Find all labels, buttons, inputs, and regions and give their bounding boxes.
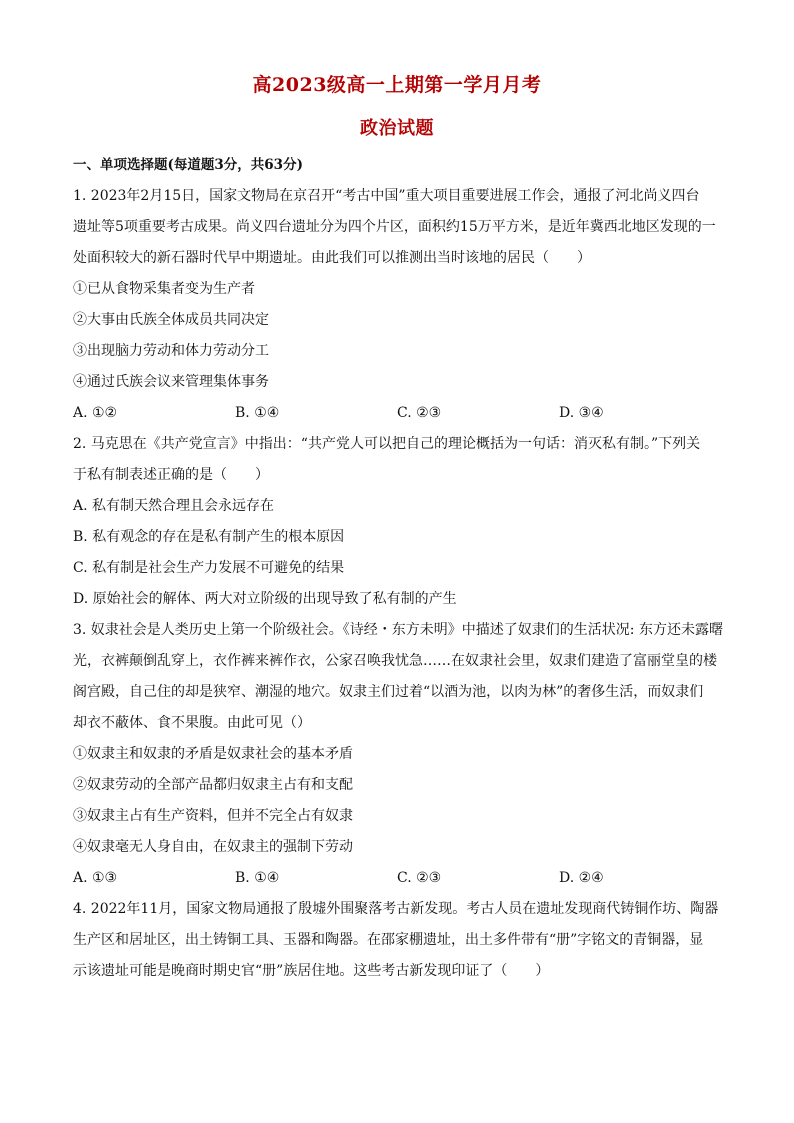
question-4 [73, 894, 725, 987]
question-3-statement-1: ①奴隶主和奴隶的矛盾是奴隶社会的基本矛盾 [73, 746, 353, 762]
question-3-choice-a: A. ①③ [73, 870, 118, 886]
question-1-stem-line-2: 遗址等5项重要考古成果。尚义四台遗址分为四个片区，面积约15万平方米，是近年冀西北地区发现的一 [73, 219, 716, 235]
exam-subtitle: 政治试题 [360, 118, 434, 139]
question-3-choices [73, 863, 725, 894]
question-1-choices [73, 398, 725, 429]
section-heading: 一、单项选择题(每道题3分，共63分) [73, 157, 303, 173]
question-1-choice-a: A. ①② [73, 405, 118, 421]
question-3-choice-c: C. ②③ [397, 870, 442, 886]
exam-content [73, 150, 725, 987]
question-2-option-c: C. 私有制是社会生产力发展不可避免的结果 [73, 560, 345, 576]
question-1 [73, 181, 725, 429]
question-3-choice-b: B. ①④ [235, 870, 280, 886]
question-1-statement-3: ③出现脑力劳动和体力劳动分工 [73, 343, 269, 359]
question-1-statement-4: ④通过氏族会议来管理集体事务 [73, 374, 269, 390]
question-3-statement-2: ②奴隶劳动的全部产品都归奴隶主占有和支配 [73, 777, 353, 793]
question-1-statement-2: ②大事由氏族全体成员共同决定 [73, 312, 269, 328]
question-1-stem-line-1: 1. 2023年2月15日，国家文物局在京召开“考古中国”重大项目重要进展工作会，通报了河北尚义四台 [73, 188, 700, 204]
question-1-choice-c: C. ②③ [397, 405, 442, 421]
question-2-stem-line-1: 2. 马克思在《共产党宣言》中指出：“共产党人可以把自己的理论概括为一句话：消灭私有制。”下列关 [73, 436, 701, 452]
question-1-stem-line-3: 处面积较大的新石器时代早中期遗址。由此我们可以推测出当时该地的居民（ ） [73, 250, 591, 266]
question-3-stem-line-1: 3. 奴隶社会是人类历史上第一个阶级社会。《诗经・东方未明》中描述了奴隶们的生活状况: 东方还未露曙 [73, 622, 723, 638]
question-2 [73, 429, 725, 615]
question-1-statement-1: ①已从食物采集者变为生产者 [73, 281, 255, 297]
question-3-stem-line-4: 却衣不蔽体、食不果腹。由此可见（） [73, 715, 311, 731]
exam-title: 高2023级高一上期第一学月月考 [252, 74, 542, 96]
question-3-stem-line-3: 阁宫殿，自己住的却是狭窄、潮湿的地穴。奴隶主们过着“以酒为池，以肉为林”的奢侈生活，而奴隶们 [73, 684, 704, 700]
question-3-choice-d: D. ②④ [559, 870, 604, 886]
question-1-choice-d: D. ③④ [559, 405, 604, 421]
question-4-stem-line-3: 示该遗址可能是晚商时期史官“册”族居住地。这些考古新发现印证了（ ） [73, 963, 550, 979]
question-2-option-d: D. 原始社会的解体、两大对立阶级的出现导致了私有制的产生 [73, 591, 457, 607]
question-3 [73, 615, 725, 894]
question-4-stem-line-1: 4. 2022年11月，国家文物局通报了殷墟外围聚落考古新发现。考古人员在遗址发现商代铸铜作坊、陶器 [73, 901, 719, 917]
question-4-stem-line-2: 生产区和居址区，出土铸铜工具、玉器和陶器。在邵家棚遗址，出土多件带有“册”字铭文的青铜器，显 [73, 932, 704, 948]
question-1-choice-b: B. ①④ [235, 405, 280, 421]
question-3-statement-4: ④奴隶毫无人身自由，在奴隶主的强制下劳动 [73, 839, 353, 855]
question-2-option-a: A. 私有制天然合理且会永远存在 [73, 498, 275, 514]
question-3-stem-line-2: 光，衣裤颠倒乱穿上，衣作裤来裤作衣，公家召唤我忧急……在奴隶社会里，奴隶们建造了富丽堂皇的楼 [73, 653, 717, 669]
question-2-stem-line-2: 于私有制表述正确的是（ ） [73, 467, 269, 483]
question-3-statement-3: ③奴隶主占有生产资料，但并不完全占有奴隶 [73, 808, 353, 824]
question-2-option-b: B. 私有观念的存在是私有制产生的根本原因 [73, 529, 345, 545]
